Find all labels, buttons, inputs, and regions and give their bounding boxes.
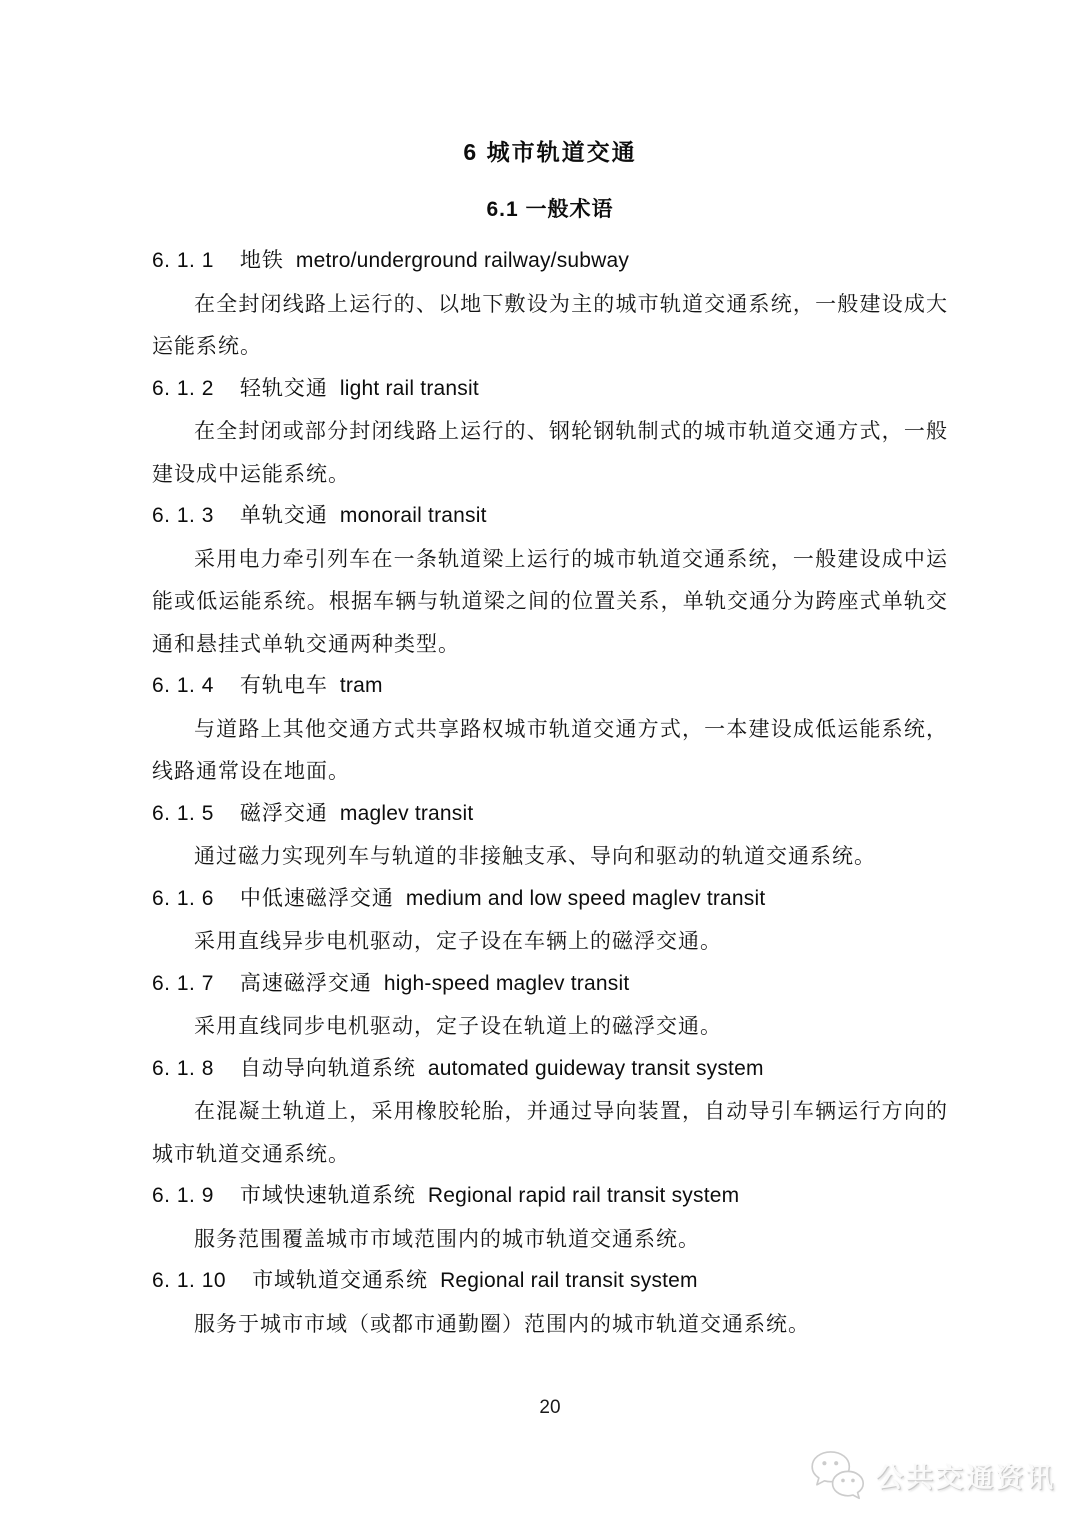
term-entry bbox=[152, 1175, 948, 1260]
watermark bbox=[809, 1449, 1056, 1501]
term-name-chinese: 中低速磁浮交通 bbox=[239, 886, 394, 910]
watermark-text: 公共交通资讯 bbox=[876, 1462, 1056, 1493]
term-name-chinese: 市域快速轨道系统 bbox=[239, 1184, 416, 1207]
term-definition: 采用直线同步电机驱动，定子设在轨道上的磁浮交通。 bbox=[194, 1014, 722, 1038]
page-content bbox=[152, 0, 948, 1345]
terms-list bbox=[152, 240, 948, 1345]
term-name-english: medium and low speed maglev transit bbox=[405, 886, 766, 910]
wechat-icon bbox=[809, 1449, 867, 1501]
term-number: 6. 1. 3 bbox=[152, 504, 214, 527]
term-heading bbox=[152, 793, 948, 836]
term-name-chinese: 市域轨道交通系统 bbox=[252, 1269, 429, 1292]
term-name-english: light rail transit bbox=[339, 376, 479, 400]
term-definition: 服务范围覆盖城市市域范围内的城市轨道交通系统。 bbox=[194, 1226, 700, 1251]
term-entry bbox=[152, 368, 948, 496]
term-entry bbox=[152, 878, 948, 963]
chapter-title: 6 城市轨道交通 bbox=[463, 139, 637, 165]
term-entry bbox=[152, 240, 948, 368]
section-title: 6.1 一般术语 bbox=[486, 198, 614, 221]
term-definition: 采用直线异步电机驱动，定子设在车辆上的磁浮交通。 bbox=[194, 929, 722, 953]
term-entry bbox=[152, 1048, 948, 1176]
term-number: 6. 1. 4 bbox=[152, 674, 214, 697]
term-name-chinese: 高速磁浮交通 bbox=[239, 971, 372, 995]
term-entry bbox=[152, 963, 948, 1048]
term-definition: 与道路上其他交通方式共享路权城市轨道交通方式，一本建设成低运能系统，线路通常设在地面。 bbox=[152, 716, 948, 783]
term-entry bbox=[152, 793, 948, 878]
term-name-english: automated guideway transit system bbox=[427, 1056, 764, 1080]
term-entry bbox=[152, 1260, 948, 1345]
term-heading bbox=[152, 963, 948, 1006]
term-heading bbox=[152, 240, 948, 283]
term-number: 6. 1. 7 bbox=[152, 971, 214, 995]
term-name-chinese: 地铁 bbox=[239, 249, 284, 272]
term-name-english: tram bbox=[339, 674, 383, 697]
term-number: 6. 1. 2 bbox=[152, 376, 214, 400]
term-number: 6. 1. 9 bbox=[152, 1184, 214, 1207]
term-number: 6. 1. 8 bbox=[152, 1056, 214, 1080]
term-name-english: monorail transit bbox=[339, 504, 487, 527]
term-number: 6. 1. 1 bbox=[152, 249, 214, 272]
term-definition: 在混凝土轨道上，采用橡胶轮胎，并通过导向装置，自动导引车辆运行方向的城市轨道交通系统。 bbox=[152, 1099, 948, 1166]
term-number: 6. 1. 10 bbox=[152, 1269, 227, 1292]
term-name-english: Regional rapid rail transit system bbox=[427, 1184, 740, 1207]
term-heading bbox=[152, 1260, 948, 1303]
term-name-chinese: 轻轨交通 bbox=[239, 376, 328, 400]
term-name-english: metro/underground railway/subway bbox=[295, 249, 630, 272]
term-heading bbox=[152, 878, 948, 921]
term-definition: 在全封闭或部分封闭线路上运行的、钢轮钢轨制式的城市轨道交通方式，一般建设成中运能系统。 bbox=[152, 419, 948, 486]
term-heading bbox=[152, 665, 948, 708]
term-definition: 采用电力牵引列车在一条轨道梁上运行的城市轨道交通系统，一般建设成中运能或低运能系统。根据车辆与轨道梁之间的位置关系，单轨交通分为跨座式单轨交通和悬挂式单轨交通两种类型。 bbox=[152, 546, 948, 656]
term-definition: 服务于城市市域（或都市通勤圈）范围内的城市轨道交通系统。 bbox=[194, 1311, 810, 1336]
page-number: 20 bbox=[539, 1397, 561, 1418]
term-heading bbox=[152, 368, 948, 411]
term-heading bbox=[152, 1175, 948, 1218]
term-definition: 在全封闭线路上运行的、以地下敷设为主的城市轨道交通系统，一般建设成大运能系统。 bbox=[152, 291, 948, 358]
term-entry bbox=[152, 665, 948, 793]
term-number: 6. 1. 6 bbox=[152, 886, 214, 910]
term-name-chinese: 自动导向轨道系统 bbox=[239, 1056, 416, 1080]
term-name-chinese: 有轨电车 bbox=[239, 674, 328, 697]
term-definition: 通过磁力实现列车与轨道的非接触支承、导向和驱动的轨道交通系统。 bbox=[194, 844, 876, 868]
term-number: 6. 1. 5 bbox=[152, 801, 214, 825]
term-entry bbox=[152, 495, 948, 665]
term-heading bbox=[152, 495, 948, 538]
term-name-chinese: 磁浮交通 bbox=[239, 801, 328, 825]
term-name-english: maglev transit bbox=[339, 801, 474, 825]
term-name-chinese: 单轨交通 bbox=[239, 504, 328, 527]
term-heading bbox=[152, 1048, 948, 1091]
term-name-english: high-speed maglev transit bbox=[383, 971, 630, 995]
term-name-english: Regional rail transit system bbox=[440, 1269, 698, 1292]
